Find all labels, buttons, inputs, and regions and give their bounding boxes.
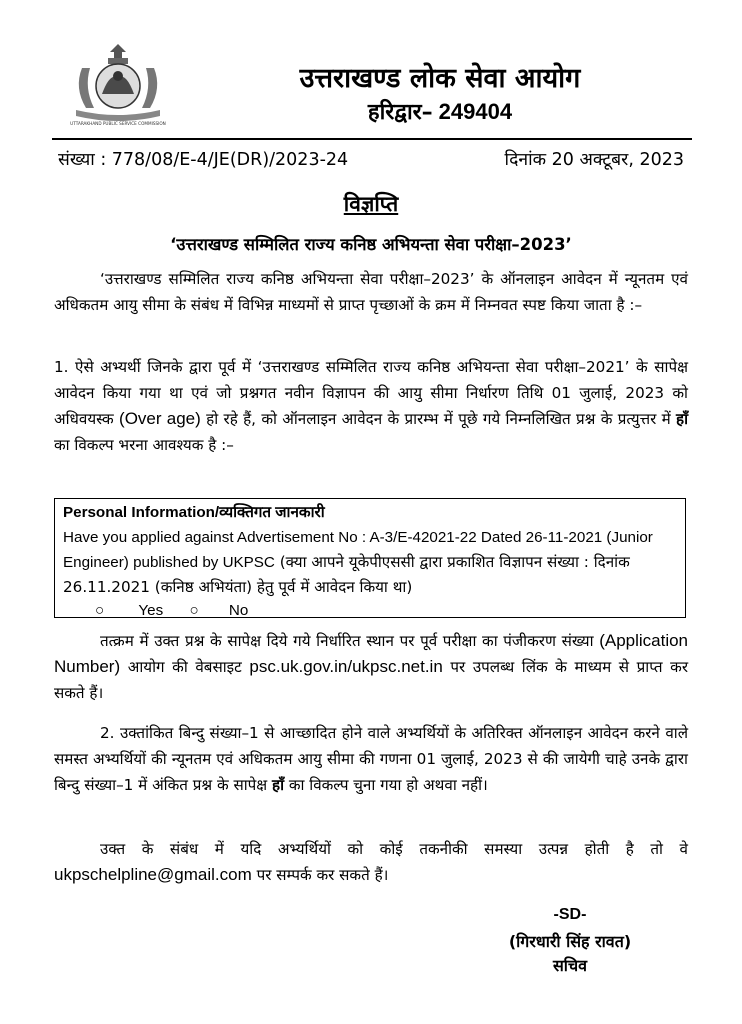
box-question [63, 525, 677, 599]
website-address: psc.uk.gov.in/ukpsc.net.in [249, 657, 443, 676]
application-number-term: (Application Number) [54, 631, 689, 676]
point-2-paragraph [54, 720, 688, 798]
notice-date: दिनांक 20 अक्टूबर, 2023 [504, 150, 684, 170]
para3-text-a: तत्क्रम में उक्त प्रश्न के सापेक्ष दिये गये निर्धारित स्थान पर पूर्व परीक्षा का पंजीकरण संख्या [100, 632, 594, 650]
svg-text:UTTARAKHAND PUBLIC SERVICE COM: UTTARAKHAND PUBLIC SERVICE COMMISSION [70, 121, 166, 126]
organization-name: उत्तराखण्ड लोक सेवा आयोग [299, 63, 581, 94]
pin-code: 249404 [438, 99, 513, 124]
city-name: हरिद्वार– [367, 100, 433, 125]
point-2-text-b: का विकल्प चुना गया हो अथवा नहीं। [288, 776, 488, 794]
point-1-text-a: 1. ऐसे अभ्यर्थी जिनके द्वारा पूर्व में ‘उत्तराखण्ड सम्मिलित राज्य कनिष्ठ अभियन्ता सेवा परीक्षा–2021’ के सापेक्ष आवेदन किया गया था एवं जो प्रश्नगत नवीन विज्ञापन की आयु सीमा निर्धारण तिथि 01 जुलाई, 2023 को अधिवयस्क [54, 358, 688, 428]
reference-number: संख्या : 778/08/E-4/JE(DR)/2023-24 [58, 150, 349, 170]
radio-yes-icon: ○ [95, 602, 105, 619]
helpline-email: ukpschelpline@gmail.com [54, 865, 252, 884]
organization-address [200, 96, 680, 126]
option-yes-label: Yes [138, 602, 164, 619]
contact-text-b: पर सम्पर्क कर सकते हैं। [256, 866, 389, 884]
signatory-name: (गिरधारी सिंह रावत) [508, 932, 632, 951]
yes-option-hindi: हाँ [676, 410, 689, 428]
over-age-term: (Over age) [119, 409, 201, 428]
notice-heading: विज्ञप्ति [343, 192, 399, 216]
contact-paragraph [54, 836, 688, 888]
point-1-paragraph [54, 354, 688, 458]
box-title: Personal Information/व्यक्तिगत जानकारी [63, 504, 325, 521]
option-no-label: No [228, 602, 249, 619]
box-options [63, 599, 677, 623]
yes-option-hindi: हाँ [272, 776, 285, 794]
point-2-text-a: 2. उक्तांकित बिन्दु संख्या–1 से आच्छादित होने वाले अभ्यर्थियों के अतिरिक्त ऑनलाइन आवेदन करने वाले समस्त अभ्यर्थियों की न्यूनतम एवं अधिकतम आयु सीमा की गणना 01 जुलाई, 2023 से की जायेगी चाहे उनके द्वारा बिन्दु संख्या–1 में अंकित प्रश्न के सापेक्ष [54, 724, 688, 794]
signatory-designation: सचिव [552, 956, 588, 975]
signature-sd: -SD- [553, 906, 587, 923]
contact-text-a: उक्त के संबंध में यदि अभ्यर्थियों को कोई तकनीकी समस्या उत्पन्न होती है तो वे [100, 840, 688, 858]
intro-paragraph: ‘उत्तराखण्ड सम्मिलित राज्य कनिष्ठ अभियन्ता सेवा परीक्षा–2023’ के ऑनलाइन आवेदन में न्यूनतम एवं अधिकतम आयु सीमा के संबंध में विभिन्न माध्यमों से प्राप्त पृच्छाओं के क्रम में निम्नवत स्पष्ट किया जाता है :– [54, 270, 688, 314]
header-divider [52, 138, 692, 140]
box-question-english: Have you applied against Advertisement No : A-3/E-42021-22 Dated 26-11-2021 (Junior Engineer) published by UKPSC [63, 529, 653, 571]
exam-title: ‘उत्तराखण्ड सम्मिलित राज्य कनिष्ठ अभियन्ता सेवा परीक्षा–2023’ [170, 235, 572, 254]
point-1-text-b: हो रहे हैं, को ऑनलाइन आवेदन के प्रारम्भ में पूछे गये निम्नलिखित प्रश्न के प्रत्युत्तर में [206, 410, 671, 428]
radio-no-icon: ○ [189, 602, 199, 619]
box-question-hindi: (क्या आपने यूकेपीएससी द्वारा प्रकाशित विज्ञापन संख्या : दिनांक 26.11.2021 (कनिष्ठ अभियंता) हेतु पूर्व में आवेदन किया था) [63, 553, 630, 596]
para3-text-b: आयोग की वेबसाइट [127, 658, 242, 676]
commission-emblem-logo [64, 38, 172, 128]
personal-information-box [54, 498, 686, 618]
para3-text-c: पर उपलब्ध लिंक के माध्यम से प्राप्त कर सकते हैं। [54, 658, 689, 702]
application-number-paragraph [54, 628, 688, 706]
point-1-text-c: का विकल्प भरना आवश्यक है :– [54, 436, 234, 454]
